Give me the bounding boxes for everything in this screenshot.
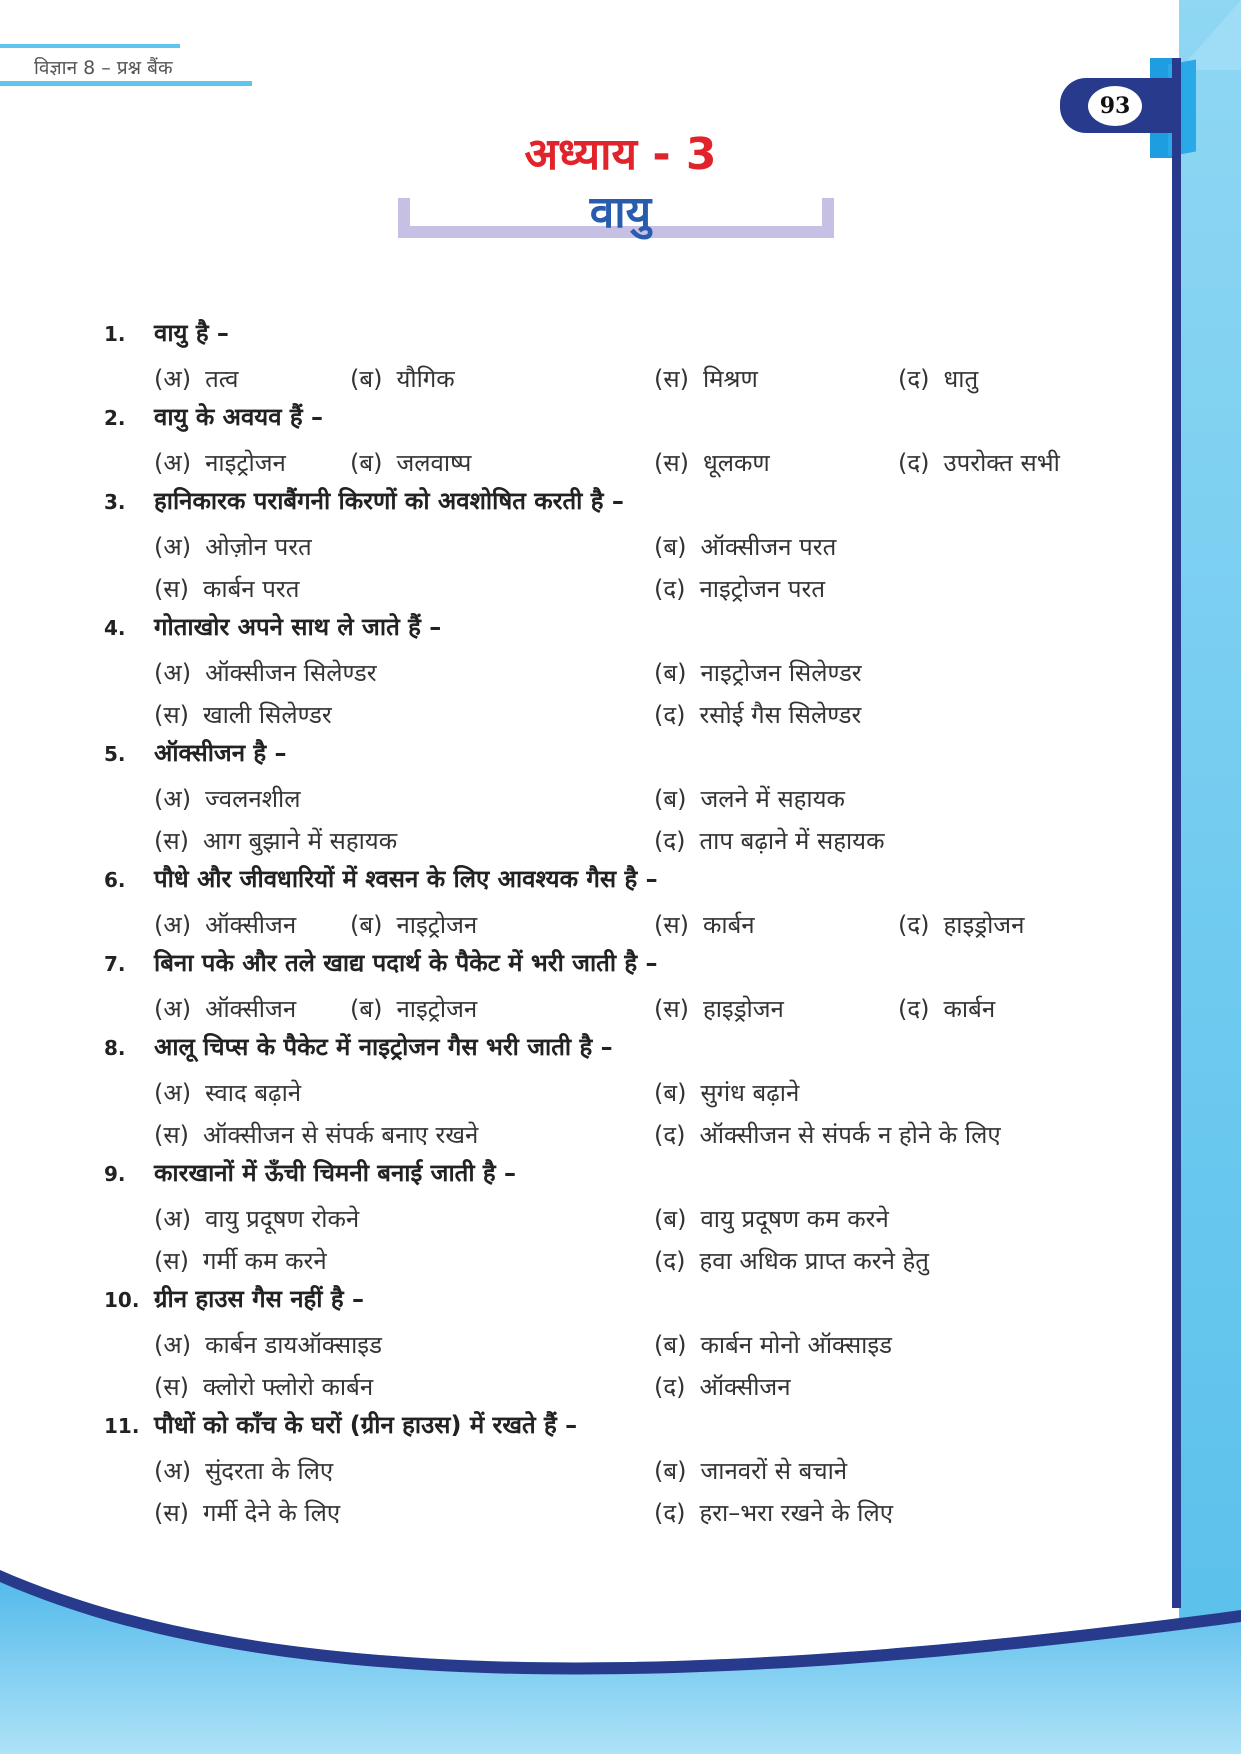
option-label: (अ) — [154, 1205, 192, 1233]
option-text: ऑक्सीजन — [699, 1373, 791, 1401]
question-number: 11. — [104, 1414, 140, 1438]
question-line — [104, 736, 1064, 778]
option — [154, 1076, 301, 1109]
option-label: (अ) — [154, 911, 192, 939]
option-label: (द) — [654, 1121, 686, 1149]
question-line — [104, 610, 1064, 652]
option-row — [104, 1324, 1064, 1366]
option-label: (स) — [654, 911, 689, 939]
option-text: कार्बन डायऑक्साइड — [205, 1331, 382, 1359]
option-label: (ब) — [350, 995, 383, 1023]
option-label: (द) — [898, 995, 930, 1023]
option-text: रसोई गैस सिलेण्डर — [699, 701, 862, 729]
question-text: बिना पके और तले खाद्य पदार्थ के पैकेट में भरी जाती है – — [154, 949, 658, 977]
option-row — [104, 1366, 1064, 1408]
option — [154, 656, 377, 689]
header-rule-bottom — [0, 81, 252, 86]
option — [154, 446, 286, 479]
question-8 — [104, 1030, 1064, 1156]
option-label: (अ) — [154, 365, 192, 393]
option-label: (स) — [154, 1121, 189, 1149]
right-margin-rule — [1172, 58, 1181, 1608]
option-row — [104, 694, 1064, 736]
page-number: 93 — [1088, 86, 1142, 126]
option — [654, 446, 770, 479]
option-row — [104, 1198, 1064, 1240]
option — [154, 908, 296, 941]
option-text: जलवाष्प — [396, 449, 472, 477]
option — [654, 1454, 847, 1487]
option-label: (अ) — [154, 1457, 192, 1485]
option-label: (ब) — [350, 449, 383, 477]
option-text: धूलकण — [702, 449, 770, 477]
option-label: (ब) — [654, 1205, 687, 1233]
option-label: (ब) — [654, 533, 687, 561]
option-label: (ब) — [654, 1331, 687, 1359]
option-label: (द) — [898, 449, 930, 477]
option-label: (स) — [154, 701, 189, 729]
option-label: (स) — [154, 1373, 189, 1401]
option-text: हरा–भरा रखने के लिए — [699, 1499, 894, 1527]
question-text: हानिकारक पराबैंगनी किरणों को अवशोषित करती है – — [154, 487, 624, 515]
option-label: (स) — [654, 449, 689, 477]
option — [654, 992, 784, 1025]
option — [654, 362, 758, 395]
question-7 — [104, 946, 1064, 1030]
option-row — [104, 568, 1064, 610]
option-text: तत्व — [205, 365, 239, 393]
option-row — [104, 1072, 1064, 1114]
option-text: गर्मी देने के लिए — [202, 1499, 341, 1527]
option-text: वायु प्रदूषण रोकने — [205, 1205, 360, 1233]
question-11 — [104, 1408, 1064, 1534]
option — [654, 782, 845, 815]
option-text: मिश्रण — [702, 365, 758, 393]
option-text: जलने में सहायक — [700, 785, 845, 813]
question-1 — [104, 316, 1064, 400]
option-row — [104, 1450, 1064, 1492]
header-rule-top — [0, 44, 180, 48]
option — [154, 1454, 333, 1487]
question-line — [104, 1030, 1064, 1072]
question-text: आलू चिप्स के पैकेट में नाइट्रोजन गैस भरी जाती है – — [154, 1033, 613, 1061]
option — [654, 530, 836, 563]
question-line — [104, 400, 1064, 442]
option-text: ताप बढ़ाने में सहायक — [699, 827, 885, 855]
question-number: 7. — [104, 952, 126, 976]
option-row — [104, 820, 1064, 862]
option-label: (स) — [154, 1499, 189, 1527]
option-label: (ब) — [654, 1457, 687, 1485]
question-text: वायु है – — [154, 319, 229, 347]
option — [654, 1202, 889, 1235]
option-label: (ब) — [654, 659, 687, 687]
question-line — [104, 946, 1064, 988]
question-5 — [104, 736, 1064, 862]
option-label: (स) — [154, 827, 189, 855]
question-line — [104, 1408, 1064, 1450]
right-margin-wedge — [1179, 0, 1241, 70]
option — [350, 362, 455, 395]
option-text: ऑक्सीजन — [205, 911, 297, 939]
option — [350, 992, 477, 1025]
option — [654, 572, 825, 605]
option — [154, 1118, 478, 1151]
option-label: (द) — [898, 365, 930, 393]
option — [350, 908, 477, 941]
question-line — [104, 484, 1064, 526]
option-label: (अ) — [154, 785, 192, 813]
question-line — [104, 316, 1064, 358]
option — [154, 1496, 340, 1529]
option-text: ऑक्सीजन सिलेण्डर — [205, 659, 377, 687]
option-text: नाइट्रोजन सिलेण्डर — [700, 659, 862, 687]
question-text: गोताखोर अपने साथ ले जाते हैं – — [154, 613, 442, 641]
option-text: उपरोक्त सभी — [943, 449, 1060, 477]
option — [154, 992, 296, 1025]
option-row — [104, 358, 1064, 400]
option-text: ज्वलनशील — [205, 785, 301, 813]
question-4 — [104, 610, 1064, 736]
option-row — [104, 1492, 1064, 1534]
option-text: हाइड्रोजन — [943, 911, 1025, 939]
question-text: पौधों को काँच के घरों (ग्रीन हाउस) में रखते हैं – — [154, 1411, 578, 1439]
question-line — [104, 1156, 1064, 1198]
option — [154, 698, 332, 731]
option-text: आग बुझाने में सहायक — [202, 827, 398, 855]
option-text: सुंदरता के लिए — [205, 1457, 334, 1485]
chapter-title: वायु — [589, 187, 652, 238]
question-9 — [104, 1156, 1064, 1282]
option-text: नाइट्रोजन — [396, 911, 478, 939]
option-row — [104, 526, 1064, 568]
option — [654, 1370, 791, 1403]
option-text: हाइड्रोजन — [702, 995, 784, 1023]
option — [898, 362, 978, 395]
option-text: ऑक्सीजन परत — [700, 533, 837, 561]
option-row — [104, 1114, 1064, 1156]
question-3 — [104, 484, 1064, 610]
option-text: नाइट्रोजन परत — [699, 575, 826, 603]
question-text: वायु के अवयव हैं – — [154, 403, 324, 431]
option-label: (ब) — [654, 785, 687, 813]
option — [654, 824, 885, 857]
option-label: (स) — [654, 365, 689, 393]
option — [654, 1118, 1001, 1151]
option-text: कार्बन — [702, 911, 755, 939]
option-label: (अ) — [154, 659, 192, 687]
option-text: ऑक्सीजन से संपर्क बनाए रखने — [202, 1121, 479, 1149]
chapter-label: अध्याय - 3 — [524, 129, 717, 180]
question-10 — [104, 1282, 1064, 1408]
option-text: कार्बन मोनो ऑक्साइड — [700, 1331, 893, 1359]
option — [654, 1244, 929, 1277]
option — [154, 572, 299, 605]
option-label: (द) — [898, 911, 930, 939]
option-text: ऑक्सीजन — [205, 995, 297, 1023]
option — [654, 1328, 892, 1361]
option — [654, 1496, 893, 1529]
option-row — [104, 988, 1064, 1030]
question-number: 4. — [104, 616, 126, 640]
option — [654, 908, 755, 941]
option-label: (अ) — [154, 449, 192, 477]
option — [654, 698, 861, 731]
question-text: ग्रीन हाउस गैस नहीं है – — [154, 1285, 364, 1313]
option-row — [104, 652, 1064, 694]
option-text: धातु — [943, 365, 979, 393]
option-text: खाली सिलेण्डर — [202, 701, 332, 729]
option — [654, 656, 862, 689]
option — [154, 1202, 359, 1235]
bottom-wave — [0, 1540, 1241, 1754]
question-line — [104, 1282, 1064, 1324]
option — [898, 992, 995, 1025]
option-label: (स) — [154, 1247, 189, 1275]
option — [154, 530, 312, 563]
option-label: (स) — [654, 995, 689, 1023]
option — [154, 1328, 382, 1361]
option-row — [104, 904, 1064, 946]
option-label: (द) — [654, 1247, 686, 1275]
option-text: क्लोरो फ्लोरो कार्बन — [202, 1373, 374, 1401]
option — [154, 1244, 327, 1277]
option-text: ऑक्सीजन से संपर्क न होने के लिए — [699, 1121, 1001, 1149]
option-label: (अ) — [154, 1331, 192, 1359]
question-text: पौधे और जीवधारियों में श्वसन के लिए आवश्यक गैस है – — [154, 865, 658, 893]
option-text: सुगंध बढ़ाने — [700, 1079, 800, 1107]
option — [154, 1370, 373, 1403]
question-text: ऑक्सीजन है – — [154, 739, 287, 767]
option-text: ओज़ोन परत — [205, 533, 312, 561]
option-label: (द) — [654, 1499, 686, 1527]
option-text: हवा अधिक प्राप्त करने हेतु — [699, 1247, 929, 1275]
question-number: 1. — [104, 322, 126, 346]
option-label: (स) — [154, 575, 189, 603]
question-line — [104, 862, 1064, 904]
option-text: स्वाद बढ़ाने — [205, 1079, 302, 1107]
option — [350, 446, 471, 479]
option-text: वायु प्रदूषण कम करने — [700, 1205, 889, 1233]
question-number: 3. — [104, 490, 126, 514]
option-label: (ब) — [350, 365, 383, 393]
option-text: कार्बन — [943, 995, 996, 1023]
question-6 — [104, 862, 1064, 946]
option — [898, 908, 1024, 941]
option-text: यौगिक — [396, 365, 455, 393]
option-text: नाइट्रोजन — [205, 449, 286, 477]
option-label: (द) — [654, 575, 686, 603]
option-text: जानवरों से बचाने — [700, 1457, 848, 1485]
option — [154, 782, 301, 815]
question-text: कारखानों में ऊँची चिमनी बनाई जाती है – — [154, 1159, 517, 1187]
option-label: (द) — [654, 1373, 686, 1401]
option-label: (ब) — [654, 1079, 687, 1107]
option-label: (द) — [654, 701, 686, 729]
question-number: 2. — [104, 406, 126, 430]
option-row — [104, 1240, 1064, 1282]
right-margin-band — [1179, 0, 1241, 1754]
option-label: (ब) — [350, 911, 383, 939]
question-list — [104, 316, 1064, 1534]
option-row — [104, 442, 1064, 484]
option — [154, 362, 238, 395]
option-row — [104, 778, 1064, 820]
question-number: 8. — [104, 1036, 126, 1060]
question-number: 6. — [104, 868, 126, 892]
option-label: (अ) — [154, 1079, 192, 1107]
option-label: (अ) — [154, 533, 192, 561]
option-text: नाइट्रोजन — [396, 995, 478, 1023]
question-number: 9. — [104, 1162, 126, 1186]
option-label: (द) — [654, 827, 686, 855]
option — [898, 446, 1060, 479]
book-title: विज्ञान 8 – प्रश्न बैंक — [34, 57, 173, 79]
option-label: (अ) — [154, 995, 192, 1023]
option-text: गर्मी कम करने — [202, 1247, 327, 1275]
question-2 — [104, 400, 1064, 484]
option — [654, 1076, 799, 1109]
question-number: 5. — [104, 742, 126, 766]
option — [154, 824, 397, 857]
question-number: 10. — [104, 1288, 140, 1312]
option-text: कार्बन परत — [202, 575, 300, 603]
